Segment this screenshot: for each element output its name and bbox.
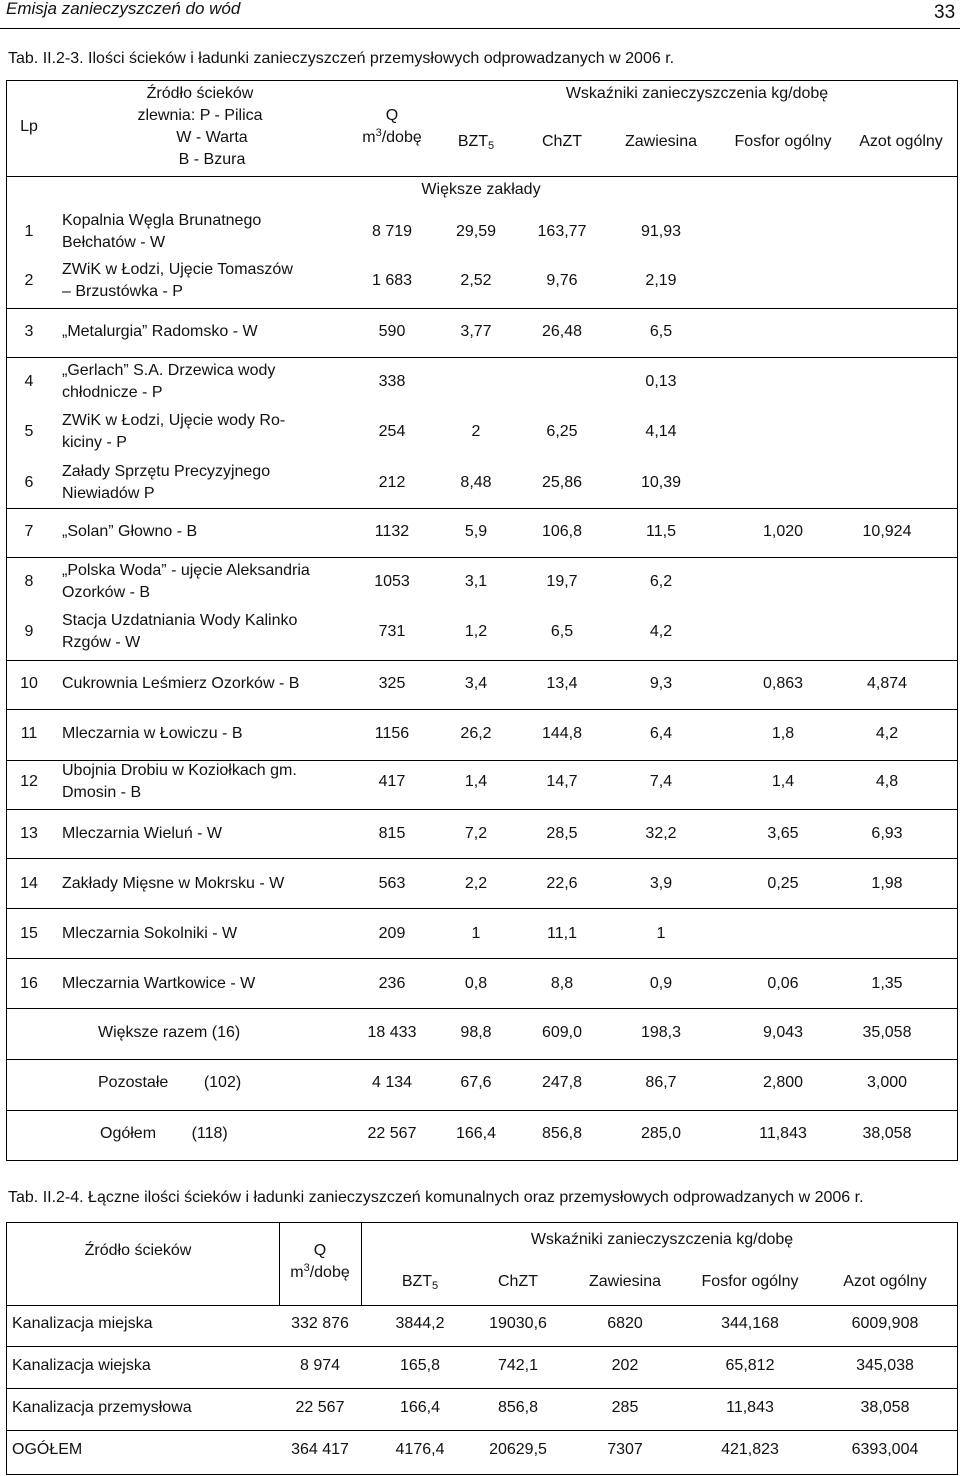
table1-cell-name: Cukrownia Leśmierz Ozorków - B (62, 675, 300, 692)
table1-head-indicators: Wskaźniki zanieczyszczenia kg/dobę (565, 85, 829, 102)
table1-cell-lp: 8 (24, 573, 34, 590)
table1-cell-lp: 15 (20, 925, 38, 942)
table1-row-divider (6, 1110, 958, 1111)
table2-cell-name: Kanalizacja miejska (12, 1315, 153, 1332)
table1-cell-zaw: 32,2 (645, 825, 677, 842)
table1-cell-q: 254 (378, 423, 406, 440)
table1-cell-bzt: 3,4 (464, 675, 488, 692)
table1-cell-q: 731 (378, 623, 406, 640)
table1-cell-name: Mleczarnia Wartkowice - W (62, 975, 256, 992)
table1-row-divider (6, 557, 958, 558)
table1-cell-fos: 1,4 (771, 773, 795, 790)
table1-caption: Tab. II.2-3. Ilości ścieków i ładunki zanieczyszczeń przemysłowych odprowadzanych w 2006 r. (8, 50, 675, 67)
table1-cell-lp: 1 (24, 223, 34, 240)
table1-cell-lp: 11 (20, 725, 38, 742)
table1-total-zaw: 285,0 (640, 1125, 682, 1142)
table1-cell-fos: 0,863 (762, 675, 804, 692)
table1-cell-q: 1 683 (371, 272, 413, 289)
table2-cell-zaw: 202 (611, 1357, 639, 1374)
table2-cell-fos: 421,823 (721, 1441, 779, 1458)
table1-cell-bzt: 0,8 (464, 975, 488, 992)
table2-cell-bzt: 4176,4 (395, 1441, 445, 1458)
table2-cell-bzt: 3844,2 (395, 1315, 445, 1332)
table1-cell-chzt: 11,1 (547, 925, 577, 942)
table2-row-divider (6, 1430, 958, 1431)
table1-cell-lp: 9 (24, 623, 34, 640)
table1-cell-zaw: 4,14 (645, 423, 677, 440)
table2-head-azot: Azot ogólny (843, 1273, 927, 1290)
table1-cell-chzt: 8,8 (550, 975, 574, 992)
table2-cell-fos: 344,168 (721, 1315, 779, 1332)
table1-cell-bzt: 29,59 (455, 223, 497, 240)
table1-cell-name: Dmosin - B (62, 784, 142, 801)
table1-head-source-2: zlewnia: P - Pilica (137, 107, 263, 124)
table1-row-divider (6, 809, 958, 810)
table1-cell-zaw: 9,3 (649, 675, 673, 692)
table1-cell-azot: 4,2 (875, 725, 899, 742)
table1-row-divider (6, 958, 958, 959)
table1-cell-bzt: 2 (471, 423, 481, 440)
table1-cell-name: Mleczarnia w Łowiczu - B (62, 725, 243, 742)
table2-cell-fos: 11,843 (726, 1399, 774, 1416)
running-header-title: Emisja zanieczyszczeń do wód (6, 0, 241, 18)
table1-cell-fos: 1,8 (771, 725, 795, 742)
table1-total-bzt: 166,4 (455, 1125, 497, 1142)
table1-cell-azot: 4,874 (866, 675, 908, 692)
table2-caption: Tab. II.2-4. Łączne ilości ścieków i ładunki zanieczyszczeń komunalnych oraz przemysłowych odprowadzanych w 2006 r. (8, 1189, 864, 1206)
table2-head-chzt: ChZT (498, 1273, 538, 1290)
table1-total-azot: 3,000 (866, 1074, 908, 1091)
table1-cell-name: „Metalurgia” Radomsko - W (62, 323, 258, 340)
table1-cell-bzt: 7,2 (464, 825, 488, 842)
table2-cell-azot: 6009,908 (851, 1315, 919, 1332)
table1-cell-q: 212 (378, 474, 406, 491)
table1-cell-bzt: 3,77 (460, 323, 492, 340)
table1-row-divider (6, 709, 958, 710)
table1-cell-q: 815 (378, 825, 406, 842)
table1-cell-chzt: 13,4 (546, 675, 578, 692)
table1-head-q: Q (385, 107, 399, 124)
table2-head-bzt: BZT5 (401, 1273, 439, 1292)
table1-cell-name: Ozorków - B (62, 584, 151, 601)
table1-cell-q: 325 (378, 675, 406, 692)
table1-row-divider (6, 660, 958, 661)
table1-head-q-unit: $m^3$/dobę (362, 127, 422, 146)
table1-cell-q: 563 (378, 875, 406, 892)
table2-cell-chzt: 19030,6 (489, 1315, 547, 1332)
table2-cell-q: 22 567 (295, 1399, 345, 1416)
table1-head-lp: Lp (20, 118, 38, 135)
table1-cell-lp: 6 (24, 474, 34, 491)
table1-row-divider (6, 858, 958, 859)
table1-cell-bzt: 2,2 (464, 875, 488, 892)
table2-head-zawiesina: Zawiesina (588, 1273, 662, 1290)
table1-cell-chzt: 22,6 (546, 875, 578, 892)
table1-cell-name: Ubojnia Drobiu w Koziołkach gm. (62, 762, 297, 779)
table1-row-divider (6, 908, 958, 909)
table1-cell-zaw: 7,4 (649, 773, 673, 790)
table2-row-divider (6, 1388, 958, 1389)
table2-cell-q: 364 417 (291, 1441, 349, 1458)
table1-cell-bzt: 1,2 (464, 623, 488, 640)
table1-cell-fos: 1,020 (762, 523, 804, 540)
table2-cell-q: 332 876 (291, 1315, 349, 1332)
table1-cell-chzt: 26,48 (541, 323, 583, 340)
table1-cell-name: „Solan” Głowno - B (62, 523, 198, 540)
table1-cell-q: 209 (378, 925, 406, 942)
table2-cell-bzt: 166,4 (399, 1399, 441, 1416)
table1-cell-name: Mleczarnia Sokolniki - W (62, 925, 238, 942)
table2-cell-bzt: 165,8 (399, 1357, 441, 1374)
table2-cell-zaw: 6820 (607, 1315, 643, 1332)
table1-cell-chzt: 163,77 (537, 223, 587, 240)
table1-cell-q: 1132 (374, 523, 410, 540)
table1-row-divider (6, 760, 958, 761)
table1-cell-zaw: 91,93 (640, 223, 682, 240)
table2-cell-name: Kanalizacja wiejska (12, 1357, 151, 1374)
table1-cell-name: Stacja Uzdatniania Wody Kalinko (62, 612, 298, 629)
table1-cell-zaw: 6,4 (649, 725, 673, 742)
table1-cell-chzt: 9,76 (546, 272, 578, 289)
table1-cell-azot: 1,98 (871, 875, 903, 892)
table1-total-zaw: 86,7 (645, 1074, 677, 1091)
table2-cell-name: Kanalizacja przemysłowa (12, 1399, 192, 1416)
table1-cell-chzt: 144,8 (541, 725, 583, 742)
table1-cell-lp: 10 (20, 675, 38, 692)
table2-cell-name: OGÓŁEM (12, 1441, 83, 1458)
table2-cell-fos: 65,812 (725, 1357, 775, 1374)
table1-cell-name: Kopalnia Węgla Brunatnego (62, 212, 262, 229)
table1-cell-zaw: 4,2 (649, 623, 673, 640)
table1-total-q: 4 134 (371, 1074, 413, 1091)
table2-head-indicators: Wskaźniki zanieczyszczenia kg/dobę (530, 1231, 794, 1248)
table2-head-q-unit: $m^3$/dobę (290, 1262, 350, 1281)
table1-cell-lp: 14 (20, 875, 38, 892)
table1-cell-zaw: 2,19 (645, 272, 677, 289)
table1-cell-bzt: 5,9 (464, 523, 488, 540)
table1-total-label: Ogółem (118) (100, 1125, 228, 1142)
table2-head-source: Źródło ścieków (84, 1242, 192, 1259)
table1-head-zawiesina: Zawiesina (624, 133, 698, 150)
table1-total-fos: 11,843 (759, 1125, 807, 1142)
table1-cell-name: „Gerlach” S.A. Drzewica wody (62, 362, 276, 379)
table1-head-source-3: W - Warta (176, 129, 248, 146)
table1-cell-lp: 7 (24, 523, 34, 540)
table1-head-bzt: BZT5 (457, 133, 495, 152)
table1-cell-q: 236 (378, 975, 406, 992)
table1-cell-q: 417 (378, 773, 406, 790)
table1-cell-chzt: 28,5 (546, 825, 578, 842)
table1-total-azot: 38,058 (862, 1125, 912, 1142)
table1-cell-lp: 4 (24, 373, 34, 390)
table1-cell-name: Rzgów - W (62, 634, 141, 651)
table1-cell-azot: 4,8 (875, 773, 899, 790)
table1-cell-q: 338 (378, 373, 406, 390)
table1-cell-q: 8 719 (371, 223, 413, 240)
table1-cell-q: 1156 (374, 725, 410, 742)
table2-row-divider (6, 1305, 958, 1306)
table1-head-chzt: ChZT (542, 133, 582, 150)
table1-cell-chzt: 25,86 (541, 474, 583, 491)
table2-cell-azot: 345,038 (856, 1357, 914, 1374)
table1-row-divider (6, 508, 958, 509)
table1-cell-bzt: 3,1 (464, 573, 488, 590)
table1-total-label: Większe razem (16) (98, 1024, 241, 1041)
table1-cell-fos: 3,65 (767, 825, 799, 842)
table2-cell-azot: 38,058 (860, 1399, 910, 1416)
table1-cell-chzt: 106,8 (541, 523, 583, 540)
table2-cell-chzt: 742,1 (497, 1357, 539, 1374)
table1-cell-name: Mleczarnia Wieluń - W (62, 825, 223, 842)
table2-head-fosfor: Fosfor ogólny (701, 1273, 799, 1290)
table1-row-divider (6, 357, 958, 358)
table1-cell-zaw: 1 (656, 925, 666, 942)
table2-cell-chzt: 856,8 (497, 1399, 539, 1416)
table1-cell-name: „Polska Woda” - ujęcie Aleksandria (62, 562, 310, 579)
table1-cell-zaw: 3,9 (649, 875, 673, 892)
table1-row-divider (6, 1059, 958, 1060)
table1-cell-azot: 6,93 (871, 825, 903, 842)
table1-cell-azot: 10,924 (862, 523, 912, 540)
table1-total-label: Pozostałe (102) (98, 1074, 242, 1091)
table1-cell-bzt: 2,52 (460, 272, 492, 289)
table1-cell-zaw: 11,5 (646, 523, 676, 540)
table1-cell-bzt: 8,48 (460, 474, 492, 491)
table1-total-zaw: 198,3 (640, 1024, 682, 1041)
table1-cell-chzt: 14,7 (546, 773, 578, 790)
table1-cell-lp: 13 (20, 825, 38, 842)
table1-cell-bzt: 26,2 (460, 725, 492, 742)
table1-head-source-1: Źródło ścieków (146, 85, 254, 102)
table1-total-fos: 9,043 (762, 1024, 804, 1041)
table1-cell-name: – Brzustówka - P (62, 283, 183, 300)
table1-cell-zaw: 6,5 (649, 323, 673, 340)
table1-row-divider (6, 308, 958, 309)
table1-cell-chzt: 6,25 (546, 423, 578, 440)
table1-total-fos: 2,800 (762, 1074, 804, 1091)
table1-row-divider (6, 176, 958, 177)
table1-total-chzt: 856,8 (541, 1125, 583, 1142)
table1-cell-name: Załady Sprzętu Precyzyjnego (62, 463, 271, 480)
table1-head-azot: Azot ogólny (859, 133, 943, 150)
table1-cell-zaw: 0,9 (649, 975, 673, 992)
table2-head-q: Q (313, 1242, 327, 1259)
table1-total-q: 18 433 (367, 1024, 417, 1041)
table2-cell-chzt: 20629,5 (489, 1441, 547, 1458)
table1-cell-bzt: 1 (471, 925, 481, 942)
table1-head-source-4: B - Bzura (178, 151, 246, 168)
table1-cell-fos: 0,06 (767, 975, 799, 992)
page-number: 33 (934, 2, 956, 23)
table2-cell-azot: 6393,004 (851, 1441, 919, 1458)
table1-head-fosfor: Fosfor ogólny (734, 133, 832, 150)
table1-cell-lp: 5 (24, 423, 34, 440)
table2-cell-zaw: 7307 (607, 1441, 643, 1458)
table1-total-bzt: 67,6 (460, 1074, 492, 1091)
table2-cell-zaw: 285 (611, 1399, 639, 1416)
table1-total-q: 22 567 (367, 1125, 417, 1142)
table1-cell-bzt: 1,4 (464, 773, 488, 790)
table1-total-bzt: 98,8 (460, 1024, 492, 1041)
table1-row-divider (6, 1008, 958, 1009)
table1-cell-lp: 3 (24, 323, 34, 340)
table1-cell-lp: 16 (20, 975, 38, 992)
table1-cell-lp: 2 (24, 272, 34, 289)
table1-cell-chzt: 19,7 (546, 573, 578, 590)
table1-total-chzt: 247,8 (541, 1074, 583, 1091)
table2-cell-q: 8 974 (299, 1357, 341, 1374)
table1-cell-name: ZWiK w Łodzi, Ujęcie Tomaszów (62, 261, 293, 278)
table1-cell-q: 590 (378, 323, 406, 340)
table1-cell-name: chłodnicze - P (62, 384, 163, 401)
table1-total-azot: 35,058 (862, 1024, 912, 1041)
table1-cell-lp: 12 (20, 773, 38, 790)
table1-cell-zaw: 6,2 (649, 573, 673, 590)
table2-row-divider (6, 1346, 958, 1347)
table1-cell-name: Niewiadów P (62, 485, 155, 502)
table1-cell-name: Bełchatów - W (62, 234, 166, 251)
table1-section-label: Większe zakłady (421, 181, 541, 198)
table1-cell-zaw: 0,13 (645, 373, 677, 390)
table1-cell-azot: 1,35 (871, 975, 903, 992)
table1-cell-zaw: 10,39 (640, 474, 682, 491)
table1-cell-name: kiciny - P (62, 434, 127, 451)
table1-cell-name: ZWiK w Łodzi, Ujęcie wody Ro- (62, 412, 286, 429)
table1-total-chzt: 609,0 (541, 1024, 583, 1041)
header-rule (0, 28, 960, 29)
table1-cell-q: 1053 (374, 573, 410, 590)
table1-cell-chzt: 6,5 (550, 623, 574, 640)
table1-cell-name: Zakłady Mięsne w Mokrsku - W (62, 875, 285, 892)
table1-cell-fos: 0,25 (767, 875, 799, 892)
